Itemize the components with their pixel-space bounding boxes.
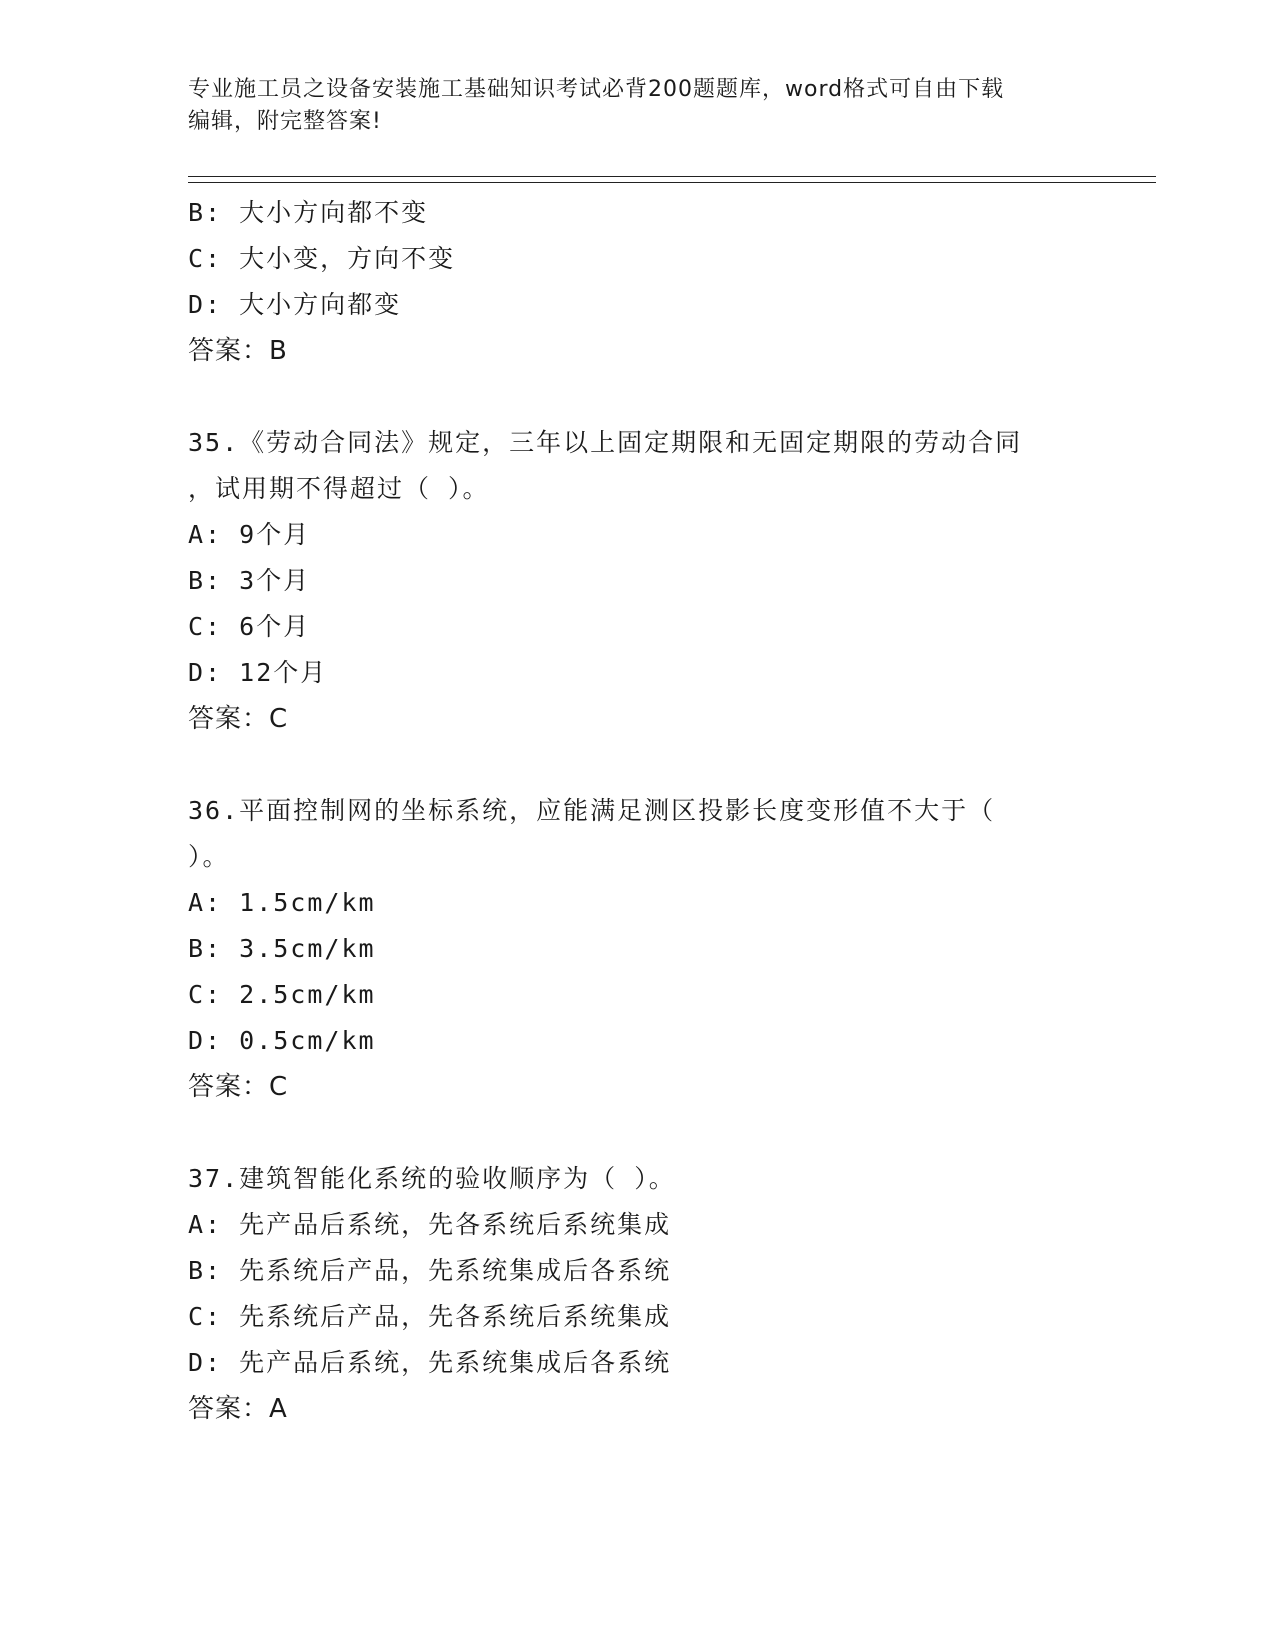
- header-title-line2: 编辑，附完整答案!: [188, 109, 382, 134]
- option-a: A: 先产品后系统，先各系统后系统集成: [188, 1210, 672, 1239]
- question-text-line1: 35.《劳动合同法》规定，三年以上固定期限和无固定期限的劳动合同: [188, 428, 1023, 457]
- option-a: A: 1.5cm/km: [188, 888, 376, 917]
- question-34-continuation: [188, 190, 1088, 374]
- option-d: D: 0.5cm/km: [188, 1026, 376, 1055]
- option-b: B: 大小方向都不变: [188, 198, 429, 227]
- option-c: C: 2.5cm/km: [188, 980, 376, 1009]
- header-divider-bottom: [188, 182, 1156, 183]
- question-36: [188, 788, 1088, 1110]
- answer: 答案：A: [188, 1394, 288, 1424]
- option-b: B: 先系统后产品，先系统集成后各系统: [188, 1256, 672, 1285]
- question-text-line2: ）。: [188, 842, 230, 871]
- question-text-line1: 36.平面控制网的坐标系统，应能满足测区投影长度变形值不大于（: [188, 796, 996, 825]
- option-c: C: 6个月: [188, 612, 311, 641]
- question-35: [188, 420, 1088, 742]
- option-b: B: 3.5cm/km: [188, 934, 376, 963]
- question-text-line1: 37.建筑智能化系统的验收顺序为（ ）。: [188, 1164, 676, 1193]
- option-d: D: 大小方向都变: [188, 290, 402, 319]
- option-a: A: 9个月: [188, 520, 311, 549]
- option-d: D: 先产品后系统，先系统集成后各系统: [188, 1348, 672, 1377]
- option-c: C: 先系统后产品，先各系统后系统集成: [188, 1302, 672, 1331]
- document-header: [188, 74, 1068, 138]
- header-divider-top: [188, 176, 1156, 177]
- header-title-line1: 专业施工员之设备安装施工基础知识考试必背200题题库，word格式可自由下载: [188, 77, 1005, 102]
- question-text-line2: ，试用期不得超过（ ）。: [188, 474, 490, 503]
- option-b: B: 3个月: [188, 566, 311, 595]
- option-d: D: 12个月: [188, 658, 328, 687]
- answer: 答案：C: [188, 704, 289, 734]
- document-content: [188, 190, 1088, 1432]
- question-37: [188, 1156, 1088, 1432]
- answer: 答案：B: [188, 336, 288, 366]
- option-c: C: 大小变，方向不变: [188, 244, 456, 273]
- answer: 答案：C: [188, 1072, 289, 1102]
